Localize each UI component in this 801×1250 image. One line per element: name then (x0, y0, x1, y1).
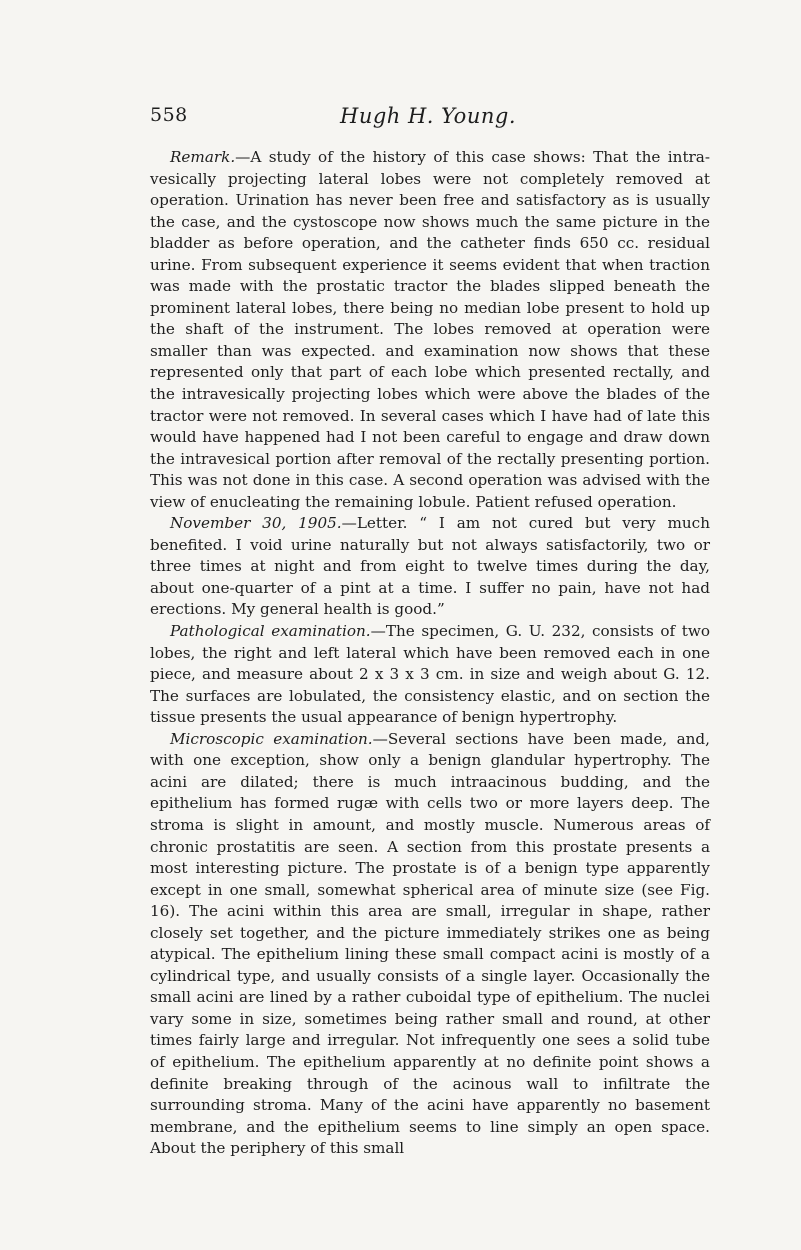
paragraph-text: —The specimen, G. U. 232, consists of two lobes, the right and left lateral which have been removed each in one piece, and measure about 2 x 3 x 3 cm. in size and weigh about G. 12. The surfaces are lobulated, the consistency elastic, and on section the tissue presents the usual appearance of benign hypertrophy. (150, 622, 710, 727)
paragraph-lead: Remark. (170, 148, 236, 166)
paragraph-microscopic-examination (150, 729, 710, 1160)
paragraph-lead: Microscopic examination. (170, 729, 373, 748)
paragraph-text: —Letter. “ I am not cured but very much benefited. I void urine naturally but not always satisfactorily, two or three times at night and from eight to twelve times during the day, about one-quarter of a pint at a time. I suffer no pain, have not had erections. My general health is good.” (150, 514, 710, 619)
page-number: 558 (150, 104, 188, 126)
paragraph-remark (150, 147, 710, 513)
paragraph-letter (150, 513, 710, 621)
page-header (150, 104, 710, 134)
body-text (150, 147, 710, 1160)
paragraph-pathological-examination (150, 621, 710, 729)
paragraph-text: —Several sections have been made, and, with one exception, show only a benign glandular hypertrophy. The acini are dilated; there is much intraacinous budding, and the epithelium has formed rugæ with cells two or more layers deep. The stroma is slight in amount, and mostly muscle. Numerous areas of chronic prostatitis are seen. A section from this prostate presents a most interesting picture. The prostate is of a benign type apparently except in one small, somewhat spherical area of minute size (see Fig. 16). The acini within this area are small, irregular in shape, rather closely set together, and the picture immediately strikes one as being atypical. The epithelium lining these small compact acini is mostly of a cylindrical type, and usually consists of a single layer. Occasionally the small acini are lined by a rather cuboidal type of epithelium. The nuclei vary some in size, sometimes being rather small and round, at other times fairly large and irregular. Not infrequently one sees a solid tube of epithelium. The epithelium apparently at no definite point shows a definite breaking through of the acinous wall to infiltrate the surrounding stroma. Many of the acini have apparently no basement membrane, and the epithelium seems to line simply an open space. About the periphery of this small (150, 729, 710, 1158)
running-head: Hugh H. Young. (340, 104, 516, 128)
paragraph-text: —A study of the history of this case shows: That the intra-vesically projecting lateral lobes were not completely removed at operation. Urination has never been free and satisfactory as is usually the case, and the cystoscope now shows much the same picture in the bladder as before operation, and the catheter finds 650 cc. residual urine. From subsequent experience it seems evident that when traction was made with the prostatic tractor the blades slipped beneath the prominent lateral lobes, there being no median lobe present to hold up the shaft of the instrument. The lobes removed at operation were smaller than was expected. and examination now shows that these represented only that part of each lobe which presented rectally, and the intravesically projecting lobes which were above the blades of the tractor were not removed. In several cases which I have had of late this would have happened had I not been careful to engage and draw down the intravesical portion after removal of the rectally presenting portion. This was not done in this case. A second operation was advised with the view of enucleating the remaining lobule. Patient refused operation. (150, 148, 710, 511)
paragraph-lead: Pathological examination. (170, 622, 371, 641)
paragraph-lead: November 30, 1905. (170, 514, 342, 533)
